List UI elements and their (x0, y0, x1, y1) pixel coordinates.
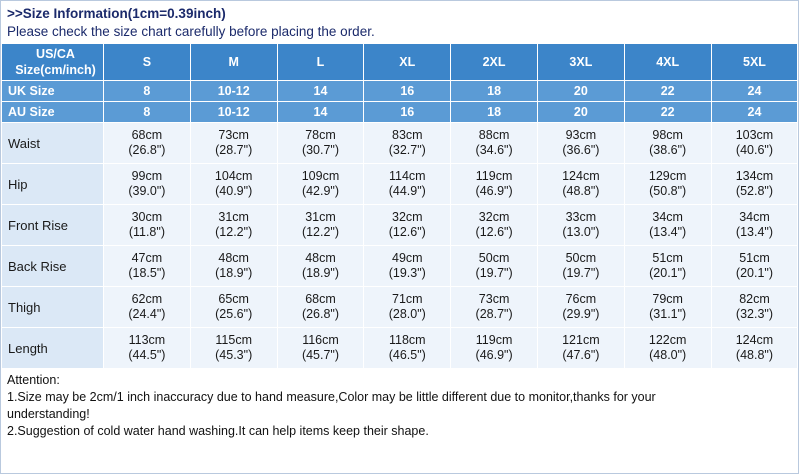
row-label-front-rise: Front Rise (2, 205, 104, 246)
measurement-inch: (13.4") (649, 225, 687, 239)
measurement-inch: (44.5") (128, 348, 166, 362)
measurement-inch: (48.8") (562, 184, 600, 198)
measurement-cm: 51cm (739, 251, 770, 265)
measurement-cell (190, 205, 277, 246)
table-row (2, 287, 798, 328)
attention-note-1-cont: understanding! (7, 407, 90, 421)
size-header-cell: 2XL (451, 44, 538, 81)
measurement-inch: (45.7") (301, 348, 340, 362)
measurement-cell (277, 287, 364, 328)
table-header-row-sizes (2, 44, 798, 81)
size-table (1, 43, 798, 369)
measurement-cm: 79cm (652, 292, 683, 306)
measurement-cell (451, 287, 538, 328)
uk-size-cell: 22 (624, 81, 711, 102)
au-size-cell: 8 (104, 102, 191, 123)
measurement-cm: 134cm (735, 169, 774, 183)
measurement-inch: (19.3") (388, 266, 426, 280)
row-label-uk-size: UK Size (2, 81, 104, 102)
measurement-cm: 119cm (475, 333, 513, 347)
measurement-cm: 32cm (392, 210, 423, 224)
measurement-inch: (47.6") (562, 348, 600, 362)
measurement-cell (364, 123, 451, 164)
us-ca-line2: Size(cm/inch) (15, 63, 96, 77)
measurement-cm: 65cm (218, 292, 249, 306)
measurement-inch: (13.0") (562, 225, 600, 239)
row-label-au-size: AU Size (2, 102, 104, 123)
measurement-inch: (48.0") (649, 348, 687, 362)
measurement-inch: (32.7") (388, 143, 426, 157)
measurement-cm: 34cm (652, 210, 683, 224)
header-block (1, 1, 798, 43)
measurement-cell (190, 328, 277, 369)
measurement-cell (277, 164, 364, 205)
size-header-cell: S (104, 44, 191, 81)
measurement-cell (711, 328, 798, 369)
measurement-inch: (26.8") (301, 307, 340, 321)
measurement-cell (277, 123, 364, 164)
measurement-inch: (36.6") (562, 143, 600, 157)
us-ca-line1: US/CA (36, 47, 75, 61)
measurement-cm: 98cm (652, 128, 683, 142)
measurement-cell (104, 246, 191, 287)
measurement-cell (451, 246, 538, 287)
attention-note-1: 1.Size may be 2cm/1 inch inaccuracy due to hand measure,Color may be little different due to monitor,thanks for your (7, 390, 656, 404)
measurement-inch: (46.9") (475, 348, 513, 362)
measurement-cell (537, 205, 624, 246)
measurement-cell (190, 123, 277, 164)
size-header-cell: 3XL (537, 44, 624, 81)
measurement-cell (624, 123, 711, 164)
measurement-cm: 82cm (739, 292, 770, 306)
measurement-cell (364, 287, 451, 328)
measurement-cell (711, 123, 798, 164)
measurement-inch: (28.0") (388, 307, 426, 321)
row-label-length: Length (2, 328, 104, 369)
measurement-inch: (48.8") (735, 348, 774, 362)
measurement-cm: 31cm (305, 210, 336, 224)
measurement-cm: 62cm (131, 292, 163, 306)
table-row (2, 205, 798, 246)
measurement-cell (190, 246, 277, 287)
measurement-cm: 99cm (131, 169, 163, 183)
measurement-cell (277, 328, 364, 369)
measurement-inch: (52.8") (735, 184, 774, 198)
au-size-cell: 24 (711, 102, 798, 123)
measurement-cm: 124cm (562, 169, 600, 183)
measurement-inch: (40.9") (215, 184, 253, 198)
measurement-cell (190, 287, 277, 328)
au-size-cell: 16 (364, 102, 451, 123)
row-label-hip: Hip (2, 164, 104, 205)
measurement-inch: (20.1") (649, 266, 687, 280)
au-size-cell: 20 (537, 102, 624, 123)
measurement-inch: (44.9") (388, 184, 426, 198)
page-title: >>Size Information(1cm=0.39inch) (7, 6, 226, 21)
uk-size-cell: 18 (451, 81, 538, 102)
measurement-inch: (26.8") (128, 143, 166, 157)
measurement-cell (537, 123, 624, 164)
measurement-cell (711, 164, 798, 205)
measurement-cell (104, 205, 191, 246)
measurement-inch: (19.7") (475, 266, 513, 280)
measurement-inch: (18.5") (128, 266, 166, 280)
measurement-cm: 118cm (388, 333, 426, 347)
measurement-cm: 73cm (478, 292, 510, 306)
measurement-cell (104, 287, 191, 328)
measurement-cell (624, 328, 711, 369)
measurement-cm: 109cm (301, 169, 340, 183)
measurement-cell (104, 164, 191, 205)
measurement-cell (711, 246, 798, 287)
measurement-cell (624, 287, 711, 328)
measurement-inch: (13.4") (735, 225, 774, 239)
measurement-cm: 73cm (218, 128, 249, 142)
uk-size-cell: 8 (104, 81, 191, 102)
table-row-uk-size (2, 81, 798, 102)
measurement-inch: (12.2") (215, 225, 253, 239)
attention-title: Attention: (7, 373, 60, 387)
size-header-cell: L (277, 44, 364, 81)
measurement-inch: (11.8") (128, 225, 165, 239)
measurement-inch: (39.0") (128, 184, 166, 198)
measurement-inch: (28.7") (475, 307, 513, 321)
measurement-cm: 50cm (565, 251, 597, 265)
uk-size-cell: 14 (277, 81, 364, 102)
measurement-cm: 115cm (215, 333, 252, 347)
au-size-cell: 14 (277, 102, 364, 123)
measurement-cell (364, 246, 451, 287)
measurement-cm: 33cm (565, 210, 597, 224)
measurement-cell (711, 287, 798, 328)
measurement-cm: 113cm (128, 333, 166, 347)
measurement-inch: (18.9") (301, 266, 340, 280)
measurement-inch: (19.7") (562, 266, 600, 280)
measurement-cm: 48cm (218, 251, 249, 265)
au-size-cell: 18 (451, 102, 538, 123)
measurement-cm: 93cm (565, 128, 597, 142)
measurement-inch: (32.3") (735, 307, 774, 321)
measurement-cm: 76cm (565, 292, 597, 306)
au-size-cell: 10-12 (190, 102, 277, 123)
measurement-cm: 124cm (735, 333, 774, 347)
measurement-cm: 122cm (648, 333, 687, 347)
measurement-cm: 47cm (131, 251, 163, 265)
measurement-inch: (45.3") (215, 348, 253, 362)
size-header-cell: XL (364, 44, 451, 81)
measurement-cm: 88cm (478, 128, 510, 142)
measurement-cell (537, 287, 624, 328)
measurement-cell (624, 205, 711, 246)
row-label-back-rise: Back Rise (2, 246, 104, 287)
measurement-inch: (28.7") (215, 143, 253, 157)
measurement-inch: (12.6") (388, 225, 426, 239)
table-row-au-size (2, 102, 798, 123)
size-header-cell: M (190, 44, 277, 81)
header-cell-us-ca (2, 44, 104, 81)
table-row (2, 164, 798, 205)
measurement-cell (190, 164, 277, 205)
table-row (2, 246, 798, 287)
attention-note-2: 2.Suggestion of cold water hand washing.It can help items keep their shape. (7, 424, 429, 438)
uk-size-cell: 24 (711, 81, 798, 102)
measurement-cell (364, 328, 451, 369)
au-size-cell: 22 (624, 102, 711, 123)
measurement-cell (537, 246, 624, 287)
measurement-cm: 78cm (305, 128, 336, 142)
measurement-inch: (50.8") (649, 184, 687, 198)
measurement-cm: 121cm (562, 333, 600, 347)
size-header-cell: 4XL (624, 44, 711, 81)
measurement-cm: 83cm (392, 128, 423, 142)
measurement-cell (624, 164, 711, 205)
measurement-cm: 48cm (305, 251, 336, 265)
measurement-cm: 68cm (305, 292, 336, 306)
measurement-cm: 129cm (648, 169, 687, 183)
measurement-cell (364, 205, 451, 246)
measurement-cell (451, 123, 538, 164)
measurement-cell (104, 328, 191, 369)
measurement-inch: (29.9") (562, 307, 600, 321)
measurement-cell (364, 164, 451, 205)
measurement-cm: 50cm (478, 251, 510, 265)
measurement-cell (537, 328, 624, 369)
measurement-cm: 32cm (478, 210, 510, 224)
measurement-inch: (24.4") (128, 307, 166, 321)
measurement-cm: 34cm (739, 210, 770, 224)
measurement-cell (711, 205, 798, 246)
measurement-cm: 68cm (131, 128, 163, 142)
measurement-cm: 104cm (214, 169, 253, 183)
measurement-inch: (34.6") (475, 143, 513, 157)
table-row (2, 123, 798, 164)
measurement-cell (104, 123, 191, 164)
measurement-inch: (25.6") (215, 307, 253, 321)
table-row (2, 328, 798, 369)
measurement-inch: (46.9") (475, 184, 513, 198)
measurement-cell (277, 205, 364, 246)
row-label-waist: Waist (2, 123, 104, 164)
size-header-cell: 5XL (711, 44, 798, 81)
uk-size-cell: 10-12 (190, 81, 277, 102)
measurement-cell (624, 246, 711, 287)
measurement-cell (451, 164, 538, 205)
measurement-inch: (46.5") (388, 348, 426, 362)
measurement-cm: 103cm (735, 128, 774, 142)
measurement-cell (451, 205, 538, 246)
measurement-inch: (42.9") (301, 184, 340, 198)
measurement-inch: (38.6") (649, 143, 687, 157)
measurement-cm: 116cm (302, 333, 339, 347)
measurement-cm: 114cm (388, 169, 426, 183)
measurement-cm: 71cm (392, 292, 423, 306)
measurement-inch: (12.6") (475, 225, 513, 239)
measurement-cm: 51cm (652, 251, 683, 265)
uk-size-cell: 20 (537, 81, 624, 102)
measurement-inch: (20.1") (735, 266, 774, 280)
measurement-cm: 49cm (392, 251, 423, 265)
row-label-thigh: Thigh (2, 287, 104, 328)
measurement-inch: (30.7") (301, 143, 340, 157)
measurement-cell (537, 164, 624, 205)
attention-block (1, 369, 798, 473)
measurement-cell (277, 246, 364, 287)
measurement-cm: 119cm (475, 169, 513, 183)
page-subtitle: Please check the size chart carefully before placing the order. (7, 24, 375, 39)
measurement-inch: (12.2") (301, 225, 340, 239)
measurement-inch: (18.9") (215, 266, 253, 280)
measurement-cell (451, 328, 538, 369)
uk-size-cell: 16 (364, 81, 451, 102)
measurement-cm: 30cm (131, 210, 163, 224)
measurement-inch: (40.6") (735, 143, 774, 157)
measurement-cm: 31cm (218, 210, 249, 224)
measurement-inch: (31.1") (649, 307, 687, 321)
